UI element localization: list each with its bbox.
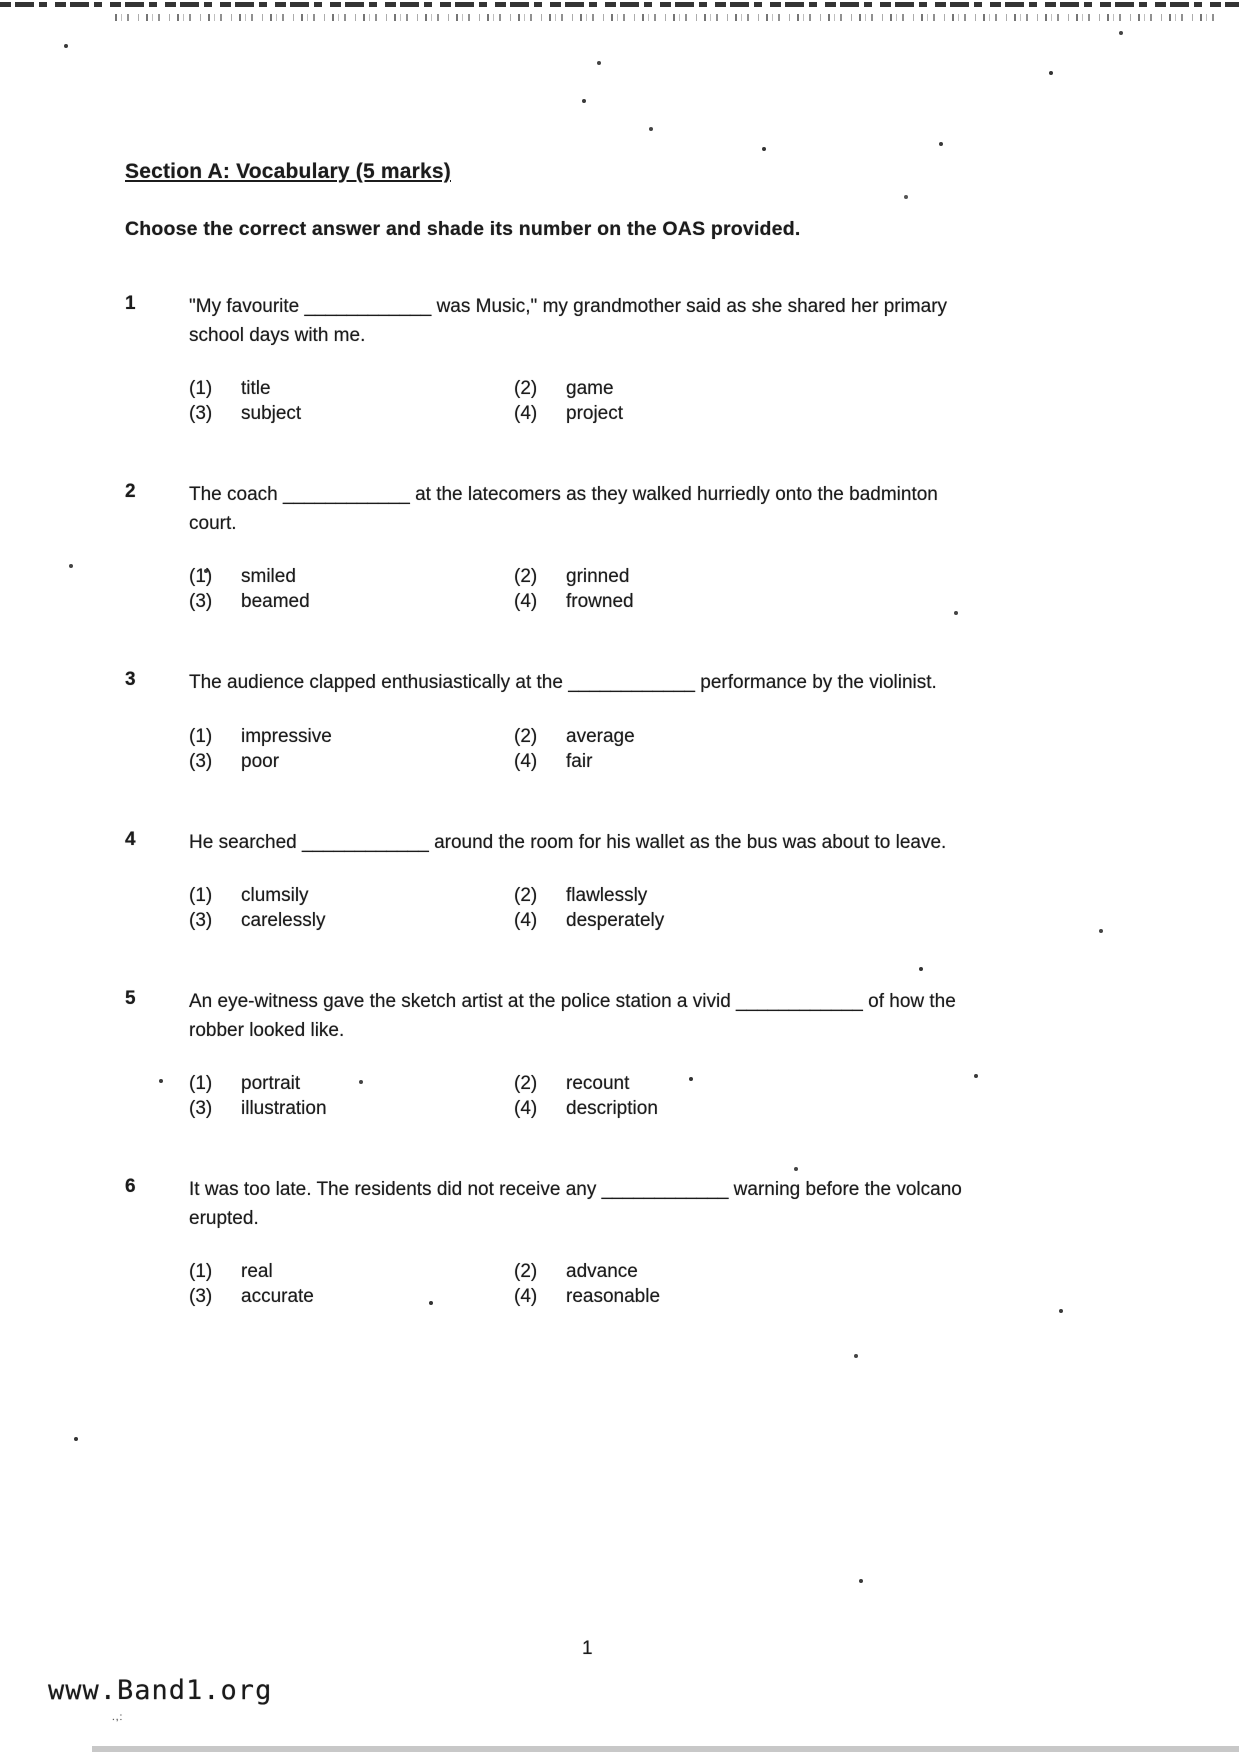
question-1	[125, 293, 1005, 425]
option-text: clumsily	[241, 885, 309, 906]
option-label: (1)	[189, 566, 213, 587]
option-1	[189, 1261, 514, 1283]
option-text: grinned	[566, 566, 630, 587]
option-text: smiled	[241, 566, 296, 587]
watermark-artifact: .,:	[112, 1712, 124, 1723]
option-text: flawlessly	[566, 885, 648, 906]
option-text: subject	[241, 403, 302, 424]
question-number: 4	[125, 828, 136, 850]
question-text: "My favourite ____________ was Music," my grandmother said as she shared her primary school days with me.	[189, 296, 953, 346]
scan-noise-line	[0, 2, 1239, 7]
question-text: An eye-witness gave the sketch artist at the police station a vivid ____________ of how the robber looked like.	[189, 991, 962, 1041]
section-title: Section A: Vocabulary (5 marks)	[125, 160, 451, 183]
option-2	[514, 726, 1005, 748]
option-label: (3)	[189, 1098, 213, 1119]
option-1	[189, 726, 514, 748]
option-2	[514, 1261, 1005, 1283]
option-label: (2)	[514, 1261, 538, 1282]
option-1	[189, 566, 514, 588]
option-text: average	[566, 725, 635, 747]
option-label: (1)	[189, 885, 213, 906]
option-label: (4)	[514, 591, 538, 612]
question-number: 1	[125, 293, 136, 314]
option-label: (3)	[189, 750, 213, 772]
option-text: description	[566, 1098, 658, 1119]
option-text: project	[566, 403, 624, 424]
option-label: (2)	[514, 1073, 538, 1094]
option-label: (4)	[514, 750, 538, 772]
option-4	[514, 403, 1005, 425]
option-label: (3)	[189, 1286, 213, 1307]
question-text: The audience clapped enthusiastically at the ____________ performance by the violinist.	[189, 672, 937, 693]
option-1	[189, 885, 514, 907]
page-number: 1	[582, 1638, 593, 1659]
option-text: portrait	[241, 1073, 301, 1094]
option-4	[514, 1098, 1005, 1120]
option-3	[189, 403, 514, 425]
question-options	[189, 378, 1005, 425]
question-number: 5	[125, 988, 136, 1009]
option-label: (4)	[514, 403, 538, 424]
question-text: The coach ____________ at the latecomers as they walked hurriedly onto the badminton court.	[189, 484, 944, 534]
option-3	[189, 1098, 514, 1120]
scan-noise-speckles	[115, 14, 1221, 21]
question-5	[125, 988, 1005, 1120]
option-label: (4)	[514, 1098, 538, 1119]
question-number: 2	[125, 481, 136, 502]
option-text: frowned	[566, 591, 634, 612]
option-text: poor	[241, 750, 280, 772]
option-3	[189, 910, 514, 932]
option-label: (3)	[189, 591, 213, 612]
option-text: fair	[566, 750, 593, 772]
question-options	[189, 885, 1005, 932]
instruction-text: Choose the correct answer and shade its number on the OAS provided.	[125, 218, 801, 240]
option-4	[514, 910, 1005, 932]
option-label: (1)	[189, 378, 213, 399]
option-text: illustration	[241, 1098, 327, 1119]
option-label: (1)	[189, 725, 213, 747]
watermark-url: www.Band1.org	[48, 1675, 273, 1706]
question-4	[125, 829, 1005, 933]
question-number: 3	[125, 669, 136, 690]
option-label: (3)	[189, 910, 213, 931]
option-text: advance	[566, 1261, 638, 1282]
option-1	[189, 378, 514, 400]
option-text: recount	[566, 1073, 630, 1094]
scan-artifacts	[0, 0, 2, 2]
option-text: real	[241, 1261, 273, 1282]
question-2	[125, 481, 1005, 613]
question-options	[189, 726, 1005, 773]
option-text: title	[241, 378, 271, 399]
option-3	[189, 751, 514, 773]
option-label: (3)	[189, 403, 213, 424]
option-text: game	[566, 378, 614, 399]
option-text: reasonable	[566, 1286, 661, 1307]
question-text: It was too late. The residents did not receive any ____________ warning before the volcano erupted.	[189, 1179, 968, 1229]
question-3	[125, 669, 1005, 773]
option-2	[514, 885, 1005, 907]
option-label: (1)	[189, 1261, 213, 1282]
option-2	[514, 1073, 1005, 1095]
scan-edge-strip	[92, 1746, 1239, 1752]
question-options	[189, 1261, 1005, 1308]
option-2	[514, 566, 1005, 588]
question-number: 6	[125, 1176, 136, 1197]
question-6	[125, 1176, 1005, 1308]
option-text: impressive	[241, 725, 332, 747]
option-label: (1)	[189, 1073, 213, 1094]
option-text: desperately	[566, 910, 665, 931]
question-options	[189, 566, 1005, 613]
question-text: He searched ____________ around the room for his wallet as the bus was about to leave.	[189, 831, 947, 853]
option-3	[189, 1286, 514, 1308]
option-4	[514, 591, 1005, 613]
option-label: (2)	[514, 566, 538, 587]
option-text: carelessly	[241, 910, 326, 931]
question-options	[189, 1073, 1005, 1120]
option-1	[189, 1073, 514, 1095]
option-label: (2)	[514, 725, 538, 747]
option-label: (2)	[514, 885, 538, 906]
option-2	[514, 378, 1005, 400]
option-3	[189, 591, 514, 613]
option-text: beamed	[241, 591, 310, 612]
exam-content	[125, 160, 1005, 1364]
option-text: accurate	[241, 1286, 314, 1307]
option-label: (4)	[514, 1286, 538, 1307]
option-4	[514, 751, 1005, 773]
option-label: (2)	[514, 378, 538, 399]
option-label: (4)	[514, 910, 538, 931]
option-4	[514, 1286, 1005, 1308]
